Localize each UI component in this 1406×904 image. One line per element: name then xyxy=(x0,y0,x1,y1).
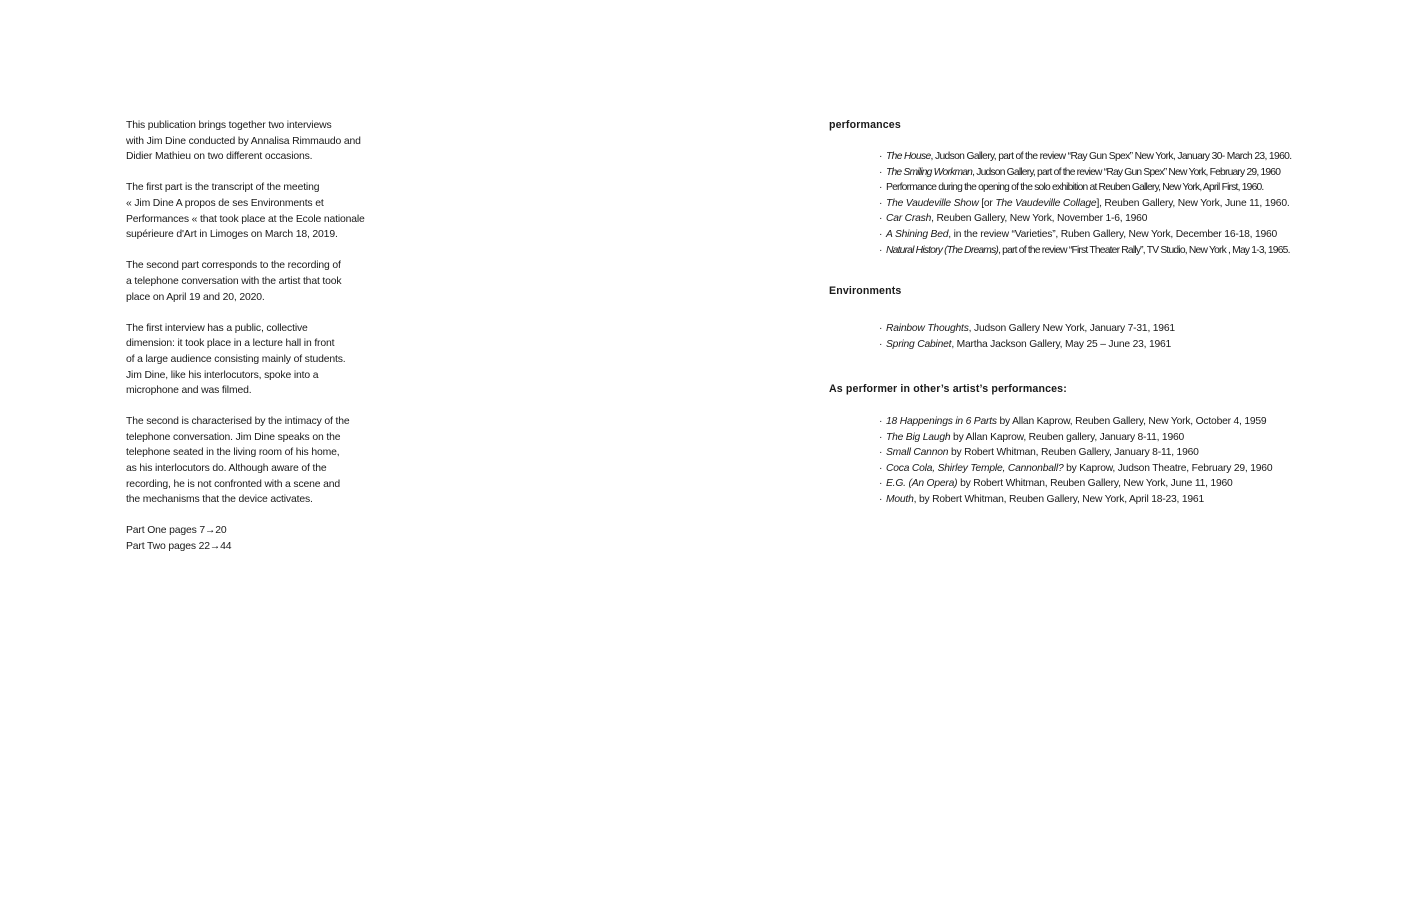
part-one-pages: Part One pages 7→20 xyxy=(126,525,227,537)
work-alt-title: The Vaudeville Collage xyxy=(995,197,1097,209)
work-details: , Judson Gallery, part of the review “Ray Gun Spex” New York, January 30- March 23, 1960. xyxy=(930,151,1292,162)
work-details: Performance during the opening of the solo exhibition at Reuben Gallery, New York, April First, 1960. xyxy=(886,182,1264,194)
first-interview-paragraph xyxy=(126,321,366,399)
text-line: This publication brings together two interviews xyxy=(126,120,332,131)
bullet: · xyxy=(879,338,883,350)
text-line: telephone conversation. Jim Dine speaks on the xyxy=(126,431,341,443)
list-item xyxy=(879,149,1291,165)
first-part-paragraph xyxy=(126,180,366,242)
work-title: The Vaudeville Show xyxy=(886,197,979,209)
text-line: The first interview has a public, collective xyxy=(126,322,308,334)
work-title: The House xyxy=(886,151,931,162)
list-item xyxy=(879,337,1175,353)
bullet: · xyxy=(879,462,883,474)
text-line: microphone and was filmed. xyxy=(126,385,252,397)
list-item xyxy=(879,445,1272,461)
text-line: the mechanisms that the device activates. xyxy=(126,494,313,506)
bullet: · xyxy=(879,151,882,162)
text-line: The first part is the transcript of the meeting xyxy=(126,182,320,194)
bullet: · xyxy=(879,213,883,225)
work-title: Rainbow Thoughts xyxy=(886,323,969,334)
bullet: · xyxy=(879,244,882,256)
work-title: 18 Happenings in 6 Parts xyxy=(886,416,997,427)
bullet: · xyxy=(879,431,883,443)
bullet: · xyxy=(879,182,882,194)
work-details: [or xyxy=(978,197,996,209)
work-details: , part of the review “First Theater Rally”, TV Studio, New York , May 1-3, 1965. xyxy=(998,244,1290,256)
work-title: Car Crash xyxy=(886,213,932,225)
bullet: · xyxy=(879,416,883,427)
text-line: Performances « that took place at the Ecole nationale xyxy=(126,213,365,225)
bullet: · xyxy=(879,447,883,459)
list-item xyxy=(879,227,1291,243)
as-performer-heading: As performer in other’s artist’s performances: xyxy=(829,383,1067,395)
bullet: · xyxy=(879,197,883,209)
bullet: · xyxy=(879,323,883,334)
text-line: a telephone conversation with the artist that took xyxy=(126,275,342,287)
page-references xyxy=(126,523,366,554)
list-item xyxy=(879,492,1272,508)
work-details: , Reuben Gallery, New York, November 1-6, 1960 xyxy=(931,213,1148,225)
work-details: by Robert Whitman, Reuben Gallery, January 8-11, 1960 xyxy=(948,447,1199,459)
work-details: by Allan Kaprow, Reuben Gallery, New York, October 4, 1959 xyxy=(996,416,1267,427)
second-part-paragraph xyxy=(126,258,366,305)
bullet: · xyxy=(879,228,883,240)
text-line: Didier Mathieu on two different occasions. xyxy=(126,151,313,163)
text-line: The second part corresponds to the recording of xyxy=(126,260,341,272)
list-item xyxy=(879,243,1291,259)
work-title: Spring Cabinet xyxy=(886,338,952,350)
text-line: Jim Dine, like his interlocutors, spoke into a xyxy=(126,369,319,381)
work-title: Mouth xyxy=(886,493,914,505)
work-title: A Shining Bed xyxy=(886,228,949,240)
list-item xyxy=(879,180,1291,196)
work-title: Natural History (The Dreams) xyxy=(886,244,999,256)
text-line: telephone seated in the living room of his home, xyxy=(126,447,340,459)
text-line: dimension: it took place in a lecture hall in front xyxy=(126,338,335,350)
performances-heading: performances xyxy=(829,119,901,131)
work-details: by Allan Kaprow, Reuben gallery, January 8-11, 1960 xyxy=(950,431,1185,443)
text-line: supérieure d'Art in Limoges on March 18, 2019. xyxy=(126,229,338,241)
list-item xyxy=(879,476,1272,492)
list-item xyxy=(879,430,1272,446)
list-item xyxy=(879,165,1291,181)
part-two-pages: Part Two pages 22→44 xyxy=(126,541,232,553)
second-interview-paragraph xyxy=(126,414,366,508)
work-details: ], Reuben Gallery, New York, June 11, 1960. xyxy=(1096,197,1290,209)
work-title: E.G. (An Opera) xyxy=(886,478,958,490)
text-line: place on April 19 and 20, 2020. xyxy=(126,291,265,303)
text-line: « Jim Dine A propos de ses Environments et xyxy=(126,197,324,209)
work-details: , Judson Gallery, part of the review “Ray Gun Spex” New York, February 29, 1960 xyxy=(972,166,1281,178)
work-title: The Smiling Workman xyxy=(886,166,973,178)
as-performer-list xyxy=(879,414,1272,508)
list-item xyxy=(879,321,1175,337)
work-details: , in the review “Varieties”, Ruben Gallery, New York, December 16-18, 1960 xyxy=(948,228,1278,240)
text-line: as his interlocutors do. Although aware of the xyxy=(126,463,327,475)
performances-list xyxy=(879,149,1291,258)
text-line: The second is characterised by the intimacy of the xyxy=(126,416,350,428)
bullet: · xyxy=(879,166,882,178)
list-item xyxy=(879,461,1272,477)
work-details: , Martha Jackson Gallery, May 25 – June 23, 1961 xyxy=(951,338,1172,350)
list-item xyxy=(879,414,1272,430)
environments-list xyxy=(879,321,1175,352)
work-title: Small Cannon xyxy=(886,447,949,459)
work-details: , by Robert Whitman, Reuben Gallery, New York, April 18-23, 1961 xyxy=(913,493,1204,505)
bullet: · xyxy=(879,493,883,505)
work-details: , Judson Gallery New York, January 7-31, 1961 xyxy=(968,323,1175,334)
introduction-text xyxy=(126,118,366,570)
environments-heading: Environments xyxy=(829,285,902,297)
work-title: Coca Cola, Shirley Temple, Cannonball? xyxy=(886,462,1064,474)
work-details: by Robert Whitman, Reuben Gallery, New York, June 11, 1960 xyxy=(957,478,1233,490)
bullet: · xyxy=(879,478,883,490)
text-line: of a large audience consisting mainly of students. xyxy=(126,353,346,365)
work-title: The Big Laugh xyxy=(886,431,951,443)
list-item xyxy=(879,211,1291,227)
list-item xyxy=(879,196,1291,212)
intro-paragraph xyxy=(126,118,366,165)
text-line: recording, he is not confronted with a scene and xyxy=(126,478,341,490)
text-line: with Jim Dine conducted by Annalisa Rimmaudo and xyxy=(126,135,361,147)
work-details: by Kaprow, Judson Theatre, February 29, 1960 xyxy=(1063,462,1273,474)
